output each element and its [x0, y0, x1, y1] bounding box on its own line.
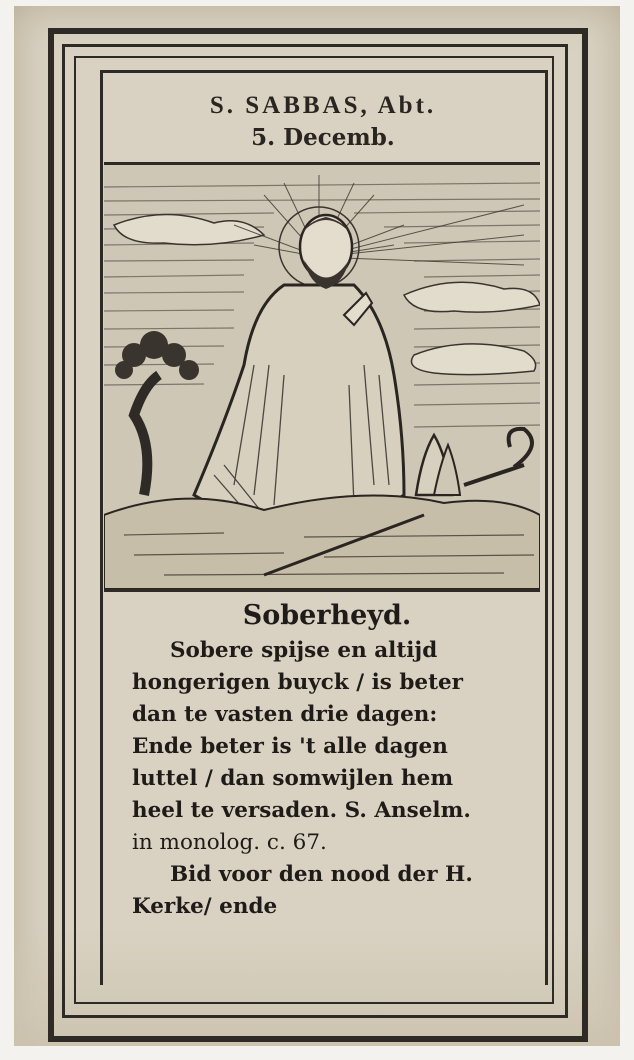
page-header	[104, 80, 542, 154]
text-line: luttel / dan somwijlen hem	[132, 766, 454, 791]
text-line: hongerigen buyck / is beter	[132, 670, 464, 695]
text-line: heel te versaden. S. Anselm.	[132, 798, 471, 823]
text-line: Kerke/ ende	[132, 894, 278, 919]
kneeling-saint-woodcut	[104, 165, 540, 589]
saint-title: S. SABBAS, Abt.	[209, 92, 437, 119]
feast-date: 5. Decemb.	[251, 124, 395, 151]
text-line: Sobere spijse en altijd	[170, 638, 438, 663]
text-line: Bid voor den nood der H.	[170, 862, 473, 887]
text-line: dan te vasten drie dagen:	[132, 702, 438, 727]
text-line: in monolog. c. 67.	[132, 830, 327, 855]
text-heading: Soberheyd.	[242, 600, 412, 631]
text-block	[132, 594, 522, 923]
woodcut-illustration	[104, 162, 540, 592]
text-line: Ende beter is 't alle dagen	[132, 734, 448, 759]
